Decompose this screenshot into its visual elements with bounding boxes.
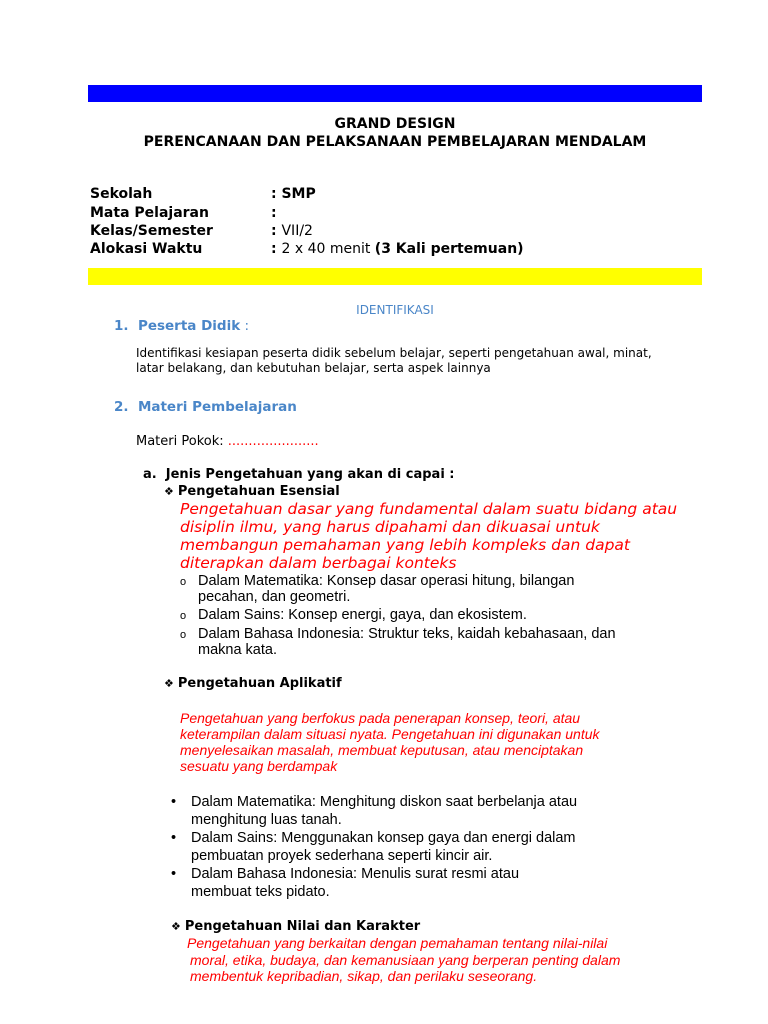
mapel-value: :: [271, 205, 277, 221]
top-blue-bar: [88, 85, 702, 102]
list-item: • Dalam Matematika: Menghitung diskon saat berbelanja atau menghitung luas tanah.: [171, 794, 578, 828]
alokasi-label: Alokasi Waktu: [90, 241, 203, 257]
circle-bullet-icon: o: [180, 576, 187, 588]
circle-bullet-icon: o: [180, 629, 187, 641]
diamond-icon: ❖: [164, 485, 174, 498]
document-title: GRAND DESIGN: [334, 116, 456, 132]
dot-bullet-icon: •: [171, 866, 177, 882]
sekolah-label: Sekolah: [90, 186, 153, 202]
nilai-description: Pengetahuan yang berkaitan dengan pemahaman tentang nilai-nilai moral, etika, budaya, dan kemanusiaan yang berperan penting dalam membentuk kepribadian, sikap, dan perilaku seseorang.: [187, 935, 621, 984]
nilai-heading: ❖ Pengetahuan Nilai dan Karakter: [171, 919, 421, 934]
peserta-didik-text-2: latar belakang, dan kebutuhan belajar, serta aspek lainnya: [136, 361, 491, 375]
list-item: o Dalam Sains: Konsep energi, gaya, dan ekosistem.: [180, 607, 527, 623]
document-subtitle: PERENCANAAN DAN PELAKSANAAN PEMBELAJARAN MENDALAM: [143, 134, 647, 150]
dot-bullet-icon: •: [171, 794, 177, 810]
dot-bullet-icon: •: [171, 830, 177, 846]
mapel-label: Mata Pelajaran: [90, 205, 209, 221]
list-item: • Dalam Bahasa Indonesia: Menulis surat resmi atau membuat teks pidato.: [171, 866, 520, 900]
esensial-heading: ❖ Pengetahuan Esensial: [164, 484, 340, 499]
list-item: o Dalam Matematika: Konsep dasar operasi hitung, bilangan pecahan, dan geometri.: [180, 573, 575, 605]
yellow-bar: [88, 268, 702, 285]
peserta-didik-text-1: Identifikasi kesiapan peserta didik sebelum belajar, seperti pengetahuan awal, minat,: [136, 346, 652, 360]
peserta-didik-heading: 1. Peserta Didik :: [114, 318, 250, 334]
diamond-icon: ❖: [164, 677, 174, 690]
jenis-heading: a. Jenis Pengetahuan yang akan di capai :: [143, 467, 455, 482]
sekolah-value: : SMP: [271, 186, 316, 202]
diamond-icon: ❖: [171, 920, 181, 933]
kelas-value: : VII/2: [271, 223, 313, 239]
kelas-label: Kelas/Semester: [90, 223, 213, 239]
alokasi-value: : 2 x 40 menit (3 Kali pertemuan): [271, 241, 524, 257]
list-item: o Dalam Bahasa Indonesia: Struktur teks, kaidah kebahasaan, dan makna kata.: [180, 626, 616, 658]
identifikasi-heading: IDENTIFIKASI: [356, 303, 434, 317]
aplikatif-heading: ❖ Pengetahuan Aplikatif: [164, 676, 342, 691]
esensial-description: Pengetahuan dasar yang fundamental dalam suatu bidang atau disiplin ilmu, yang harus dipahami dan dikuasai untuk membangun pemahaman yang lebih kompleks dan dapat diterapkan dalam berbagai konteks: [180, 500, 678, 572]
circle-bullet-icon: o: [180, 610, 187, 622]
materi-pokok: Materi Pokok: ......................: [136, 434, 319, 449]
aplikatif-description: Pengetahuan yang berfokus pada penerapan konsep, teori, atau keterampilan dalam situasi nyata. Pengetahuan ini digunakan untuk menyelesaikan masalah, membuat keputusan, atau menciptakan sesuatu yang berdampak: [180, 710, 600, 774]
materi-heading: 2. Materi Pembelajaran: [114, 399, 297, 415]
list-item: • Dalam Sains: Menggunakan konsep gaya dan energi dalam pembuatan proyek sederhana seperti kincir air.: [171, 830, 576, 864]
